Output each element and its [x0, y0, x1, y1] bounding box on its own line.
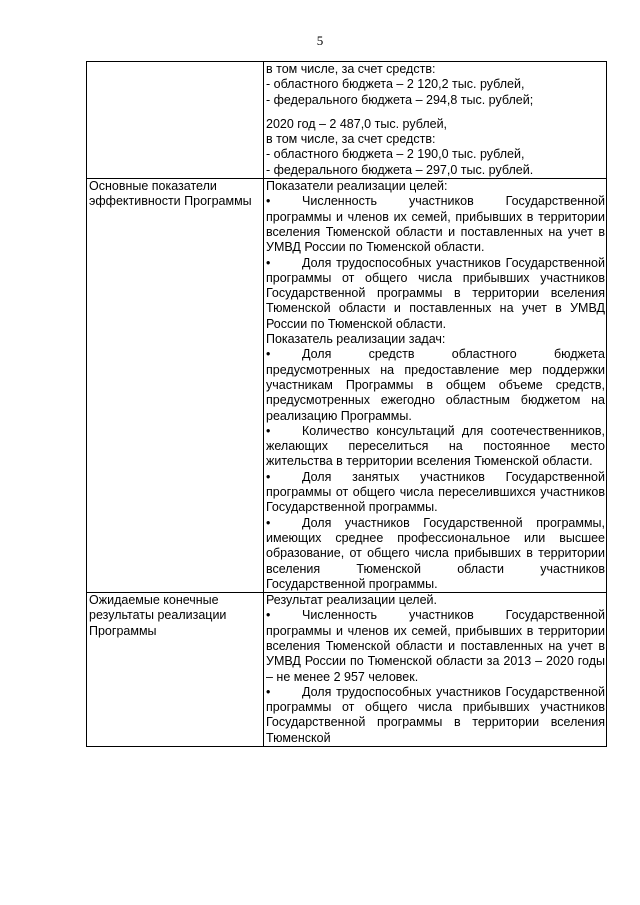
table-row: [87, 62, 607, 179]
bullet-icon: •: [266, 608, 271, 623]
text-line: - федерального бюджета – 297,0 тыс. рублей.: [266, 162, 534, 177]
row-label: Основные показатели эффективности Программы: [87, 179, 264, 593]
row-value: [264, 593, 607, 747]
page-number: 5: [316, 33, 324, 48]
table-row: [87, 593, 607, 747]
list-item: • Количество консультаций для соотечественников, желающих переселиться на постоянное место жительства в территории вселения Тюменской области.: [266, 423, 605, 469]
text-line: - областного бюджета – 2 190,0 тыс. рублей,: [266, 147, 525, 162]
row-label: [87, 62, 264, 179]
list-item: • Доля участников Государственной программы, имеющих среднее профессиональное или высшее образование, от общего числа прибывших в территории вселения Тюменской области участников Государственной программы.: [266, 515, 605, 591]
bullet-icon: •: [266, 469, 271, 484]
list-item: • Доля трудоспособных участников Государственной программы от общего числа прибывших участников Государственной программы в территории вселения Тюменской: [266, 684, 605, 745]
list-item: • Численность участников Государственной программы и членов их семей, прибывших в территории вселения Тюменской области и поставленных на учет в УМВД России по Тюменской области за 2013 – 2020 годы – не менее 2 957 человек.: [266, 608, 605, 684]
list-item: • Доля средств областного бюджета предусмотренных на предоставление мер поддержки участникам Программы в общем объеме средств, предусмотренных ежегодно областным бюджетом на реализацию Программы.: [266, 347, 605, 423]
bullet-icon: •: [266, 515, 271, 530]
bullet-icon: •: [266, 347, 271, 362]
program-passport-table: [86, 61, 607, 747]
text-line: 2020 год – 2 487,0 тыс. рублей,: [266, 116, 448, 131]
bullet-icon: •: [266, 255, 271, 270]
section-heading: Показатель реализации задач:: [266, 332, 446, 347]
text-line: - федерального бюджета – 294,8 тыс. рублей;: [266, 92, 534, 107]
row-label: Ожидаемые конечные результаты реализации Программы: [87, 593, 264, 747]
text-line: в том числе, за счет средств:: [266, 62, 436, 76]
text-line: в том числе, за счет средств:: [266, 132, 436, 147]
table-row: [87, 179, 607, 593]
text-line: - областного бюджета – 2 120,2 тыс. рублей,: [266, 77, 525, 92]
bullet-icon: •: [266, 423, 271, 438]
section-heading: Показатели реализации целей:: [266, 179, 448, 194]
bullet-icon: •: [266, 684, 271, 699]
section-heading: Результат реализации целей.: [266, 593, 437, 608]
row-value: [264, 179, 607, 593]
list-item: • Численность участников Государственной программы и членов их семей, прибывших в территории вселения Тюменской области и поставленных на учет в УМВД России по Тюменской области.: [266, 194, 605, 255]
bullet-icon: •: [266, 194, 271, 209]
list-item: • Доля трудоспособных участников Государственной программы от общего числа прибывших участников Государственной программы в территории вселения Тюменской области и поставленных на учет в УМВД России по Тюменской области.: [266, 255, 605, 331]
list-item: • Доля занятых участников Государственной программы от общего числа переселившихся участников Государственной программы.: [266, 469, 605, 515]
row-value: [264, 62, 607, 179]
